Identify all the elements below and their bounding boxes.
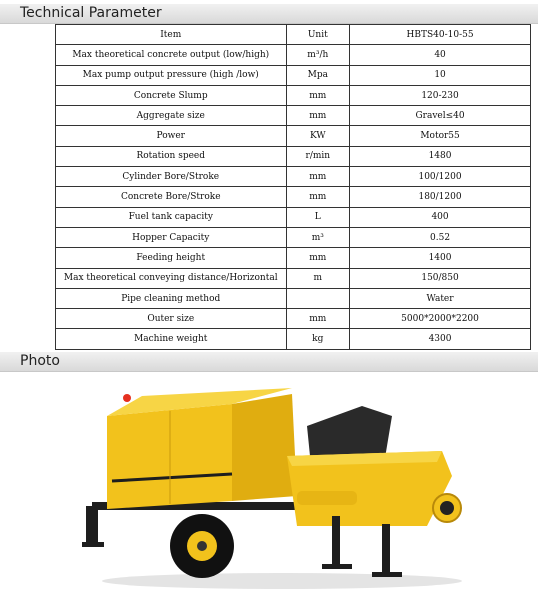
table-row [56,126,531,146]
spec-unit: r/min [286,146,350,166]
spec-unit: mm [286,85,350,105]
table-row [56,309,531,329]
header-item: Item [56,25,287,45]
spec-value: 1400 [350,248,531,268]
table-row [56,167,531,187]
spec-value: Motor55 [350,126,531,146]
table-row [56,106,531,126]
spec-unit: mm [286,187,350,207]
spec-item: Concrete Bore/Stroke [56,187,287,207]
spec-value: 1480 [350,146,531,166]
rear-outrigger [86,506,98,546]
spec-value: 4300 [350,329,531,349]
spec-value: 150/850 [350,268,531,288]
section-title-technical: Technical Parameter [20,5,162,21]
spec-item: Feeding height [56,248,287,268]
table-row [56,65,531,85]
spec-item: Machine weight [56,329,287,349]
spec-item: Hopper Capacity [56,227,287,247]
spec-item: Pipe cleaning method [56,288,287,308]
concrete-pump-image [82,376,468,594]
spec-value: Water [350,288,531,308]
spec-value: 10 [350,65,531,85]
spec-unit: kg [286,329,350,349]
table-header-row [56,25,531,45]
spec-item: Aggregate size [56,106,287,126]
outlet-opening [440,501,454,515]
table-row [56,207,531,227]
spec-unit [286,288,350,308]
spec-unit: mm [286,106,350,126]
spec-item: Max pump output pressure (high /low) [56,65,287,85]
ground-shadow [102,573,462,589]
table-row [56,187,531,207]
table-row [56,288,531,308]
header-unit: Unit [286,25,350,45]
section-title-photo: Photo [20,353,60,369]
table-row [56,268,531,288]
table-row [56,85,531,105]
header-model: HBTS40-10-55 [350,25,531,45]
rear-outrigger-foot [82,542,104,547]
body-rear-panel [232,394,297,501]
hydraulic-cylinder [297,491,357,505]
spec-value: 400 [350,207,531,227]
spec-value: 0.52 [350,227,531,247]
spec-value: 120-230 [350,85,531,105]
spec-item: Max theoretical conveying distance/Horizontal [56,268,287,288]
spec-value: 5000*2000*2200 [350,309,531,329]
spec-item: Cylinder Bore/Stroke [56,167,287,187]
spec-unit: Mpa [286,65,350,85]
spec-unit: mm [286,248,350,268]
spec-item: Power [56,126,287,146]
front-foot-left [322,564,352,569]
table-row [56,45,531,65]
spec-table [55,24,531,350]
spec-unit: m³ [286,227,350,247]
table-row [56,248,531,268]
spec-item: Rotation speed [56,146,287,166]
table-row [56,227,531,247]
spec-unit: mm [286,167,350,187]
spec-unit: mm [286,309,350,329]
front-leg-right [382,524,390,574]
spec-unit: L [286,207,350,227]
wheel-center [197,541,207,551]
spec-unit: KW [286,126,350,146]
front-leg-left [332,516,340,566]
spec-item: Fuel tank capacity [56,207,287,227]
spec-value: 40 [350,45,531,65]
table-row [56,146,531,166]
spec-unit: m [286,268,350,288]
spec-value: 100/1200 [350,167,531,187]
spec-item: Outer size [56,309,287,329]
concrete-pump-illustration [82,376,468,594]
table-row [56,329,531,349]
spec-value: Gravel≤40 [350,106,531,126]
warning-light-icon [123,394,131,402]
spec-unit: m³/h [286,45,350,65]
section-header-technical [0,4,538,24]
spec-item: Max theoretical concrete output (low/high) [56,45,287,65]
front-foot-right [372,572,402,577]
spec-item: Concrete Slump [56,85,287,105]
section-header-photo [0,352,538,372]
spec-value: 180/1200 [350,187,531,207]
